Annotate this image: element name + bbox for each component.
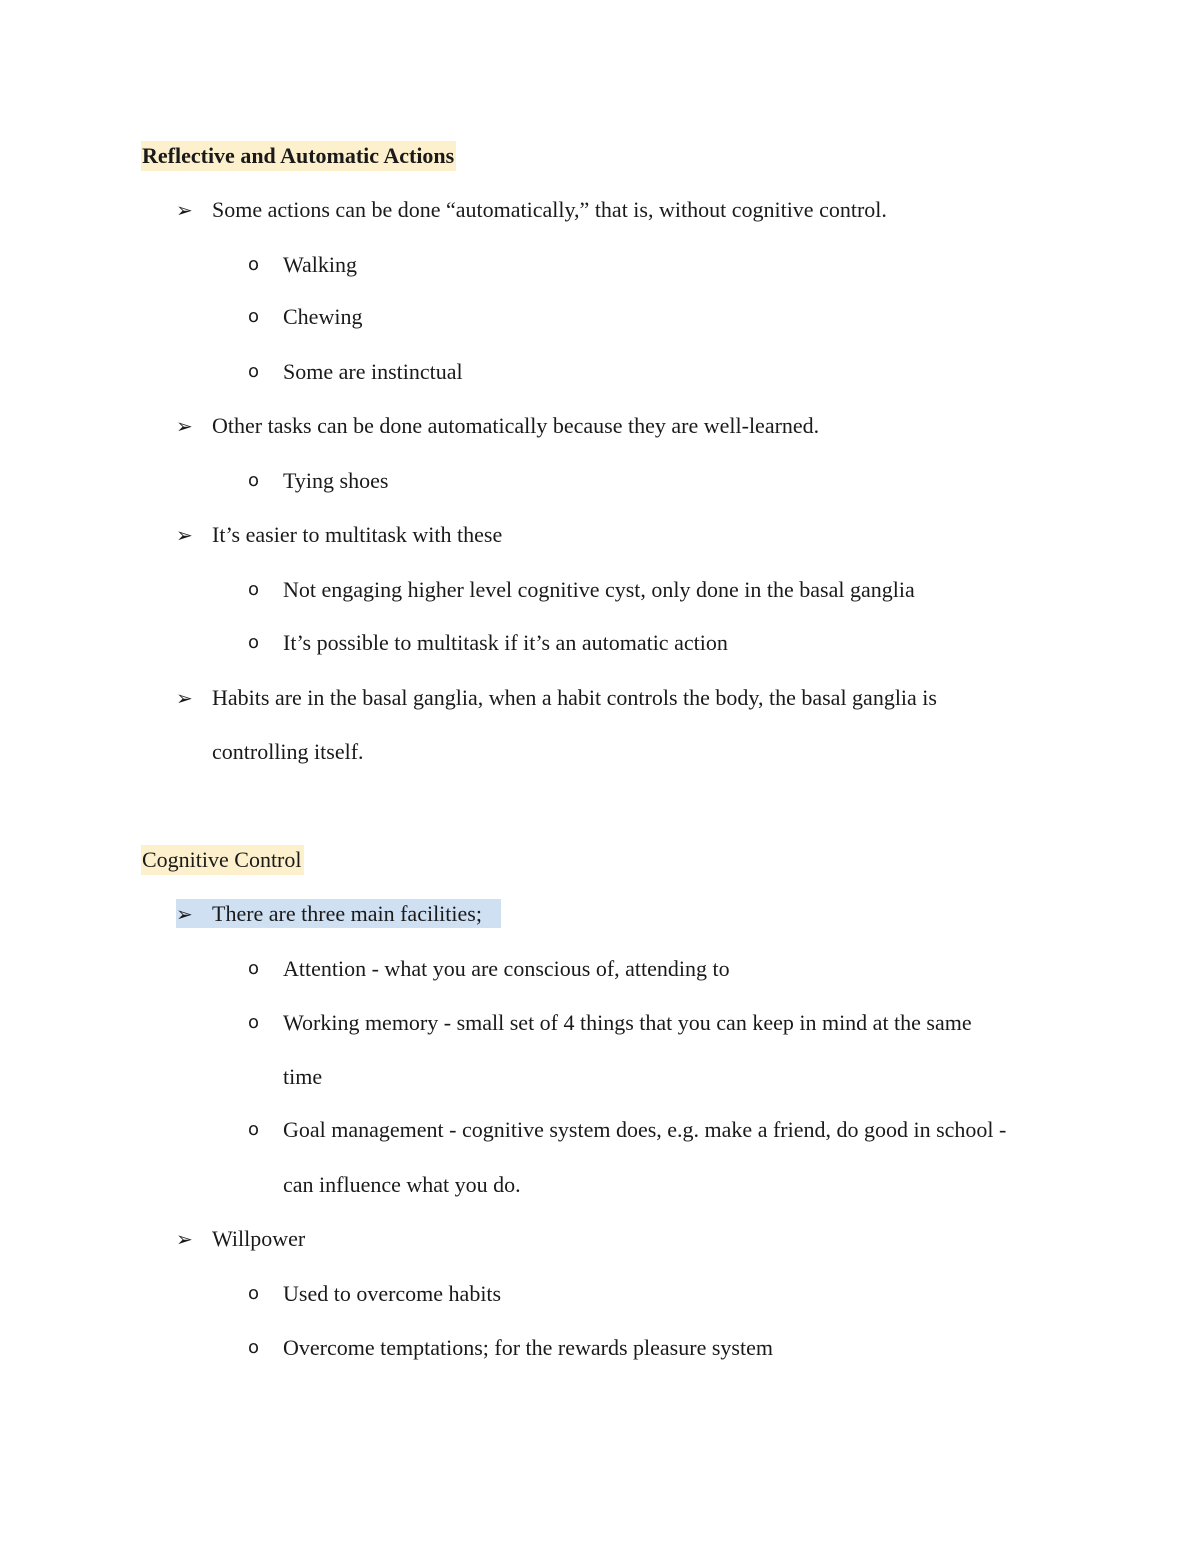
arrow-bullet-icon: ➢ xyxy=(176,198,193,222)
circle-bullet-icon: o xyxy=(248,470,260,491)
sub-list-item-continuation: can influence what you do. xyxy=(283,1172,521,1197)
list-item[interactable]: There are three main facilities; xyxy=(212,901,482,926)
section-heading-cognitive-control: Cognitive Control xyxy=(141,845,304,875)
arrow-bullet-icon: ➢ xyxy=(176,523,193,547)
circle-bullet-icon: o xyxy=(248,306,260,327)
section-heading-reflective: Reflective and Automatic Actions xyxy=(141,141,456,171)
sub-list-item: Working memory - small set of 4 things that you can keep in mind at the same xyxy=(283,1010,972,1035)
circle-bullet-icon: o xyxy=(248,1012,260,1033)
circle-bullet-icon: o xyxy=(248,632,260,653)
sub-list-item: It’s possible to multitask if it’s an automatic action xyxy=(283,630,728,655)
list-item: Some actions can be done “automatically,” that is, without cognitive control. xyxy=(212,197,887,222)
list-item: Other tasks can be done automatically because they are well-learned. xyxy=(212,413,820,438)
list-item: Willpower xyxy=(212,1226,306,1251)
sub-list-item: Goal management - cognitive system does, e.g. make a friend, do good in school - xyxy=(283,1117,1007,1142)
list-item: It’s easier to multitask with these xyxy=(212,522,503,547)
arrow-bullet-icon: ➢ xyxy=(176,1227,193,1251)
sub-list-item: Not engaging higher level cognitive cyst, only done in the basal ganglia xyxy=(283,577,915,602)
sub-list-item: Some are instinctual xyxy=(283,359,463,384)
list-item-continuation: controlling itself. xyxy=(212,739,364,764)
arrow-bullet-icon: ➢ xyxy=(176,902,193,926)
sub-list-item: Overcome temptations; for the rewards pleasure system xyxy=(283,1335,773,1360)
sub-list-item: Tying shoes xyxy=(283,468,389,493)
circle-bullet-icon: o xyxy=(248,1119,260,1140)
circle-bullet-icon: o xyxy=(248,1283,260,1304)
circle-bullet-icon: o xyxy=(248,254,260,275)
circle-bullet-icon: o xyxy=(248,361,260,382)
sub-list-item: Chewing xyxy=(283,304,363,329)
sub-list-item: Attention - what you are conscious of, attending to xyxy=(283,956,730,981)
circle-bullet-icon: o xyxy=(248,579,260,600)
list-item: Habits are in the basal ganglia, when a habit controls the body, the basal ganglia is xyxy=(212,685,937,710)
arrow-bullet-icon: ➢ xyxy=(176,414,193,438)
circle-bullet-icon: o xyxy=(248,958,260,979)
sub-list-item: Used to overcome habits xyxy=(283,1281,502,1306)
sub-list-item: Walking xyxy=(283,252,357,277)
circle-bullet-icon: o xyxy=(248,1337,260,1358)
sub-list-item-continuation: time xyxy=(283,1064,323,1089)
arrow-bullet-icon: ➢ xyxy=(176,686,193,710)
